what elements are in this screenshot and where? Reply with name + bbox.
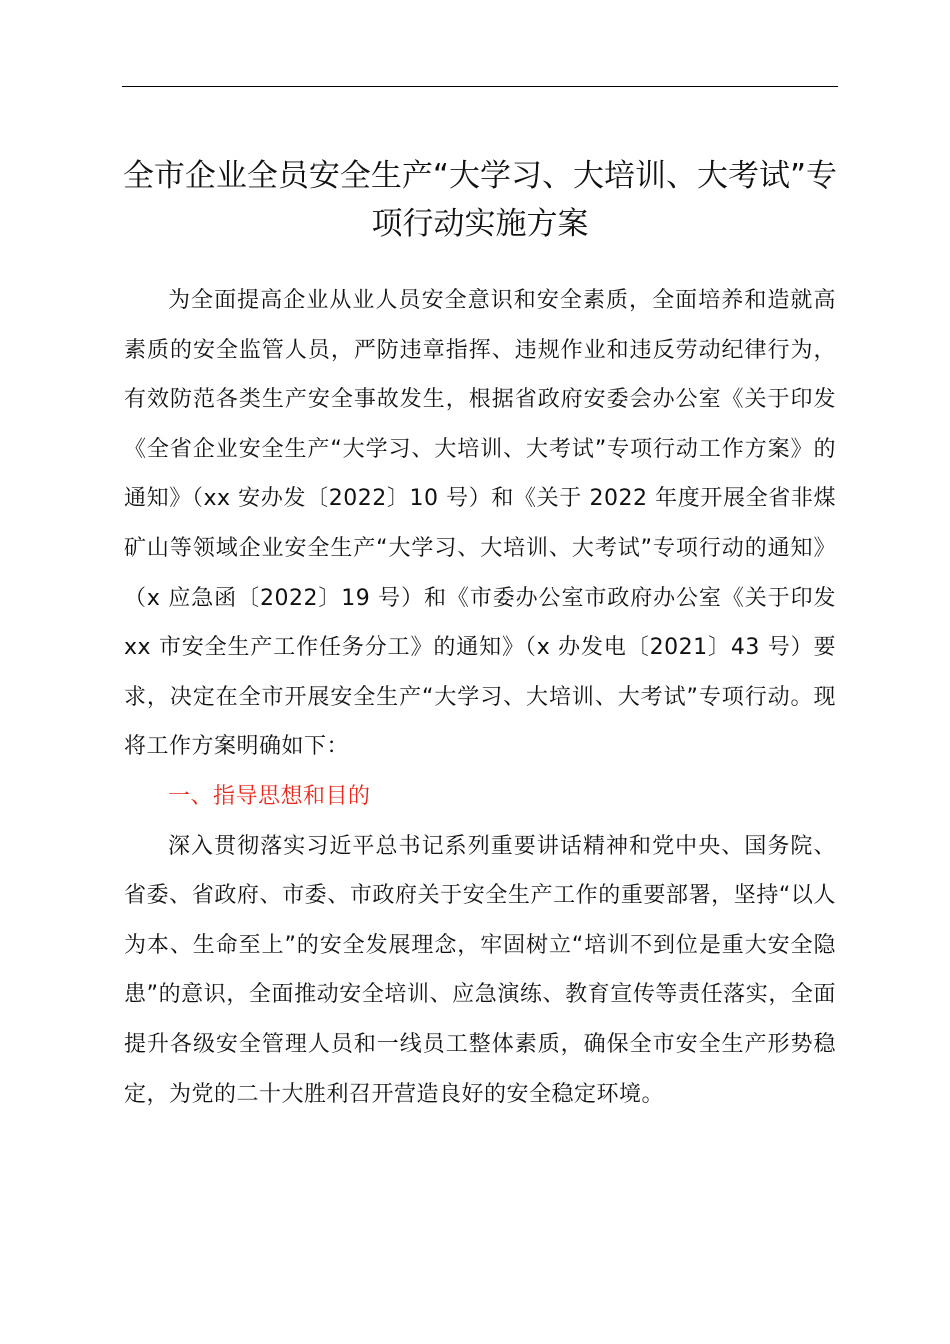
intro-paragraph: 为全面提高企业从业人员安全意识和安全素质，全面培养和造就高素质的安全监管人员，严防违章指挥、违规作业和违反劳动纪律行为，有效防范各类生产安全事故发生，根据省政府安委会办公室《关于印发《全省企业安全生产“大学习、大培训、大考试”专项行动工作方案》的通知》（xx 安办发〔2022〕10 号）和《关于 2022 年度开展全省非煤矿山等领域企业安全生产“大学习、大培训、大考试”专项行动的通知》（x 应急函〔2022〕19 号）和《市委办公室市政府办公室《关于印发 xx 市安全生产工作任务分工》的通知》（x 办发电〔2021〕43 号）要求，决定在全市开展安全生产“大学习、大培训、大考试”专项行动。现将工作方案明确如下： [124,288,836,760]
header-rule [122,86,838,87]
section-heading: 一、指导思想和目的 [168,783,371,809]
document-body [124,276,836,1119]
document-title: 全市企业全员安全生产“大学习、大培训、大考试”专项行动实施方案 [122,158,838,242]
section-paragraph: 深入贯彻落实习近平总书记系列重要讲话精神和党中央、国务院、省委、省政府、市委、市政府关于安全生产工作的重要部署，坚持“以人为本、生命至上”的安全发展理念，牢固树立“培训不到位是重大安全隐患”的意识，全面推动安全培训、应急演练、教育宣传等责任落实，全面提升各级安全管理人员和一线员工整体素质，确保全市安全生产形势稳定，为党的二十大胜利召开营造良好的安全稳定环境。 [124,833,836,1107]
